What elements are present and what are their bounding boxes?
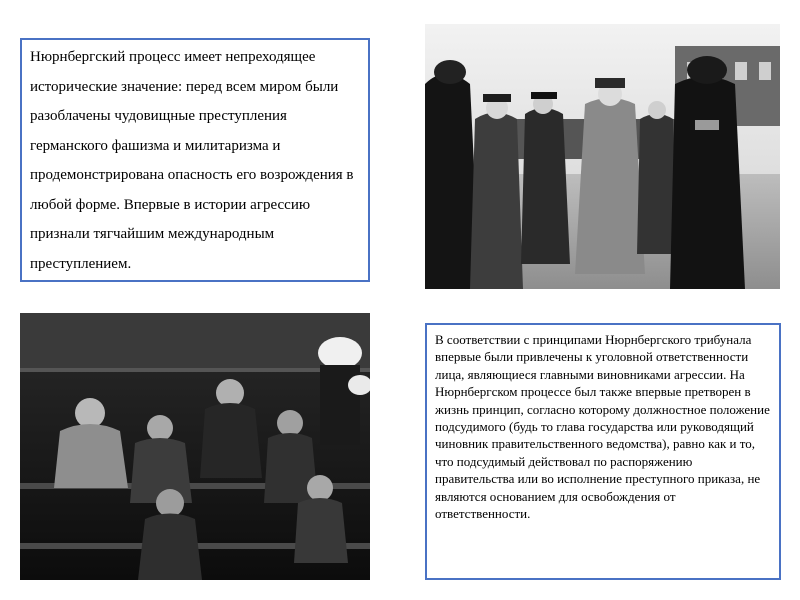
photo-officers-group xyxy=(425,24,780,289)
text-block-bottom-right xyxy=(425,323,781,580)
photo-tribunal-image xyxy=(20,313,370,580)
photo-tribunal-defendants xyxy=(20,313,370,580)
text-block-top-left xyxy=(20,38,370,282)
photo-officers-image xyxy=(425,24,780,289)
text-block-bottom-right-text: В соответствии с принципами Нюрнбергского трибунала впервые были привлечены к уголовной ответственности лица, являющиеся главными виновниками агрессии. На Нюрнбергском процессе был также впервые претворен в жизнь принцип, согласно которому должностное положение подсудимого (будь то глава государства или руководящий чиновник правительственного ведомства), равно как и то, что подсудимый действовал по распоряжению правительства или во исполнение преступного приказа, не являются основанием для освобождения от ответственности. xyxy=(435,332,770,522)
text-block-top-left-text: Нюрнбергский процесс имеет непреходящее исторические значение: перед всем миром были разоблачены чудовищные преступления германского фашизма и милитаризма и продемонстрирована опасность его возрождения в любой форме. Впервые в истории агрессию признали тягчайшим международным преступлением. xyxy=(30,49,354,272)
